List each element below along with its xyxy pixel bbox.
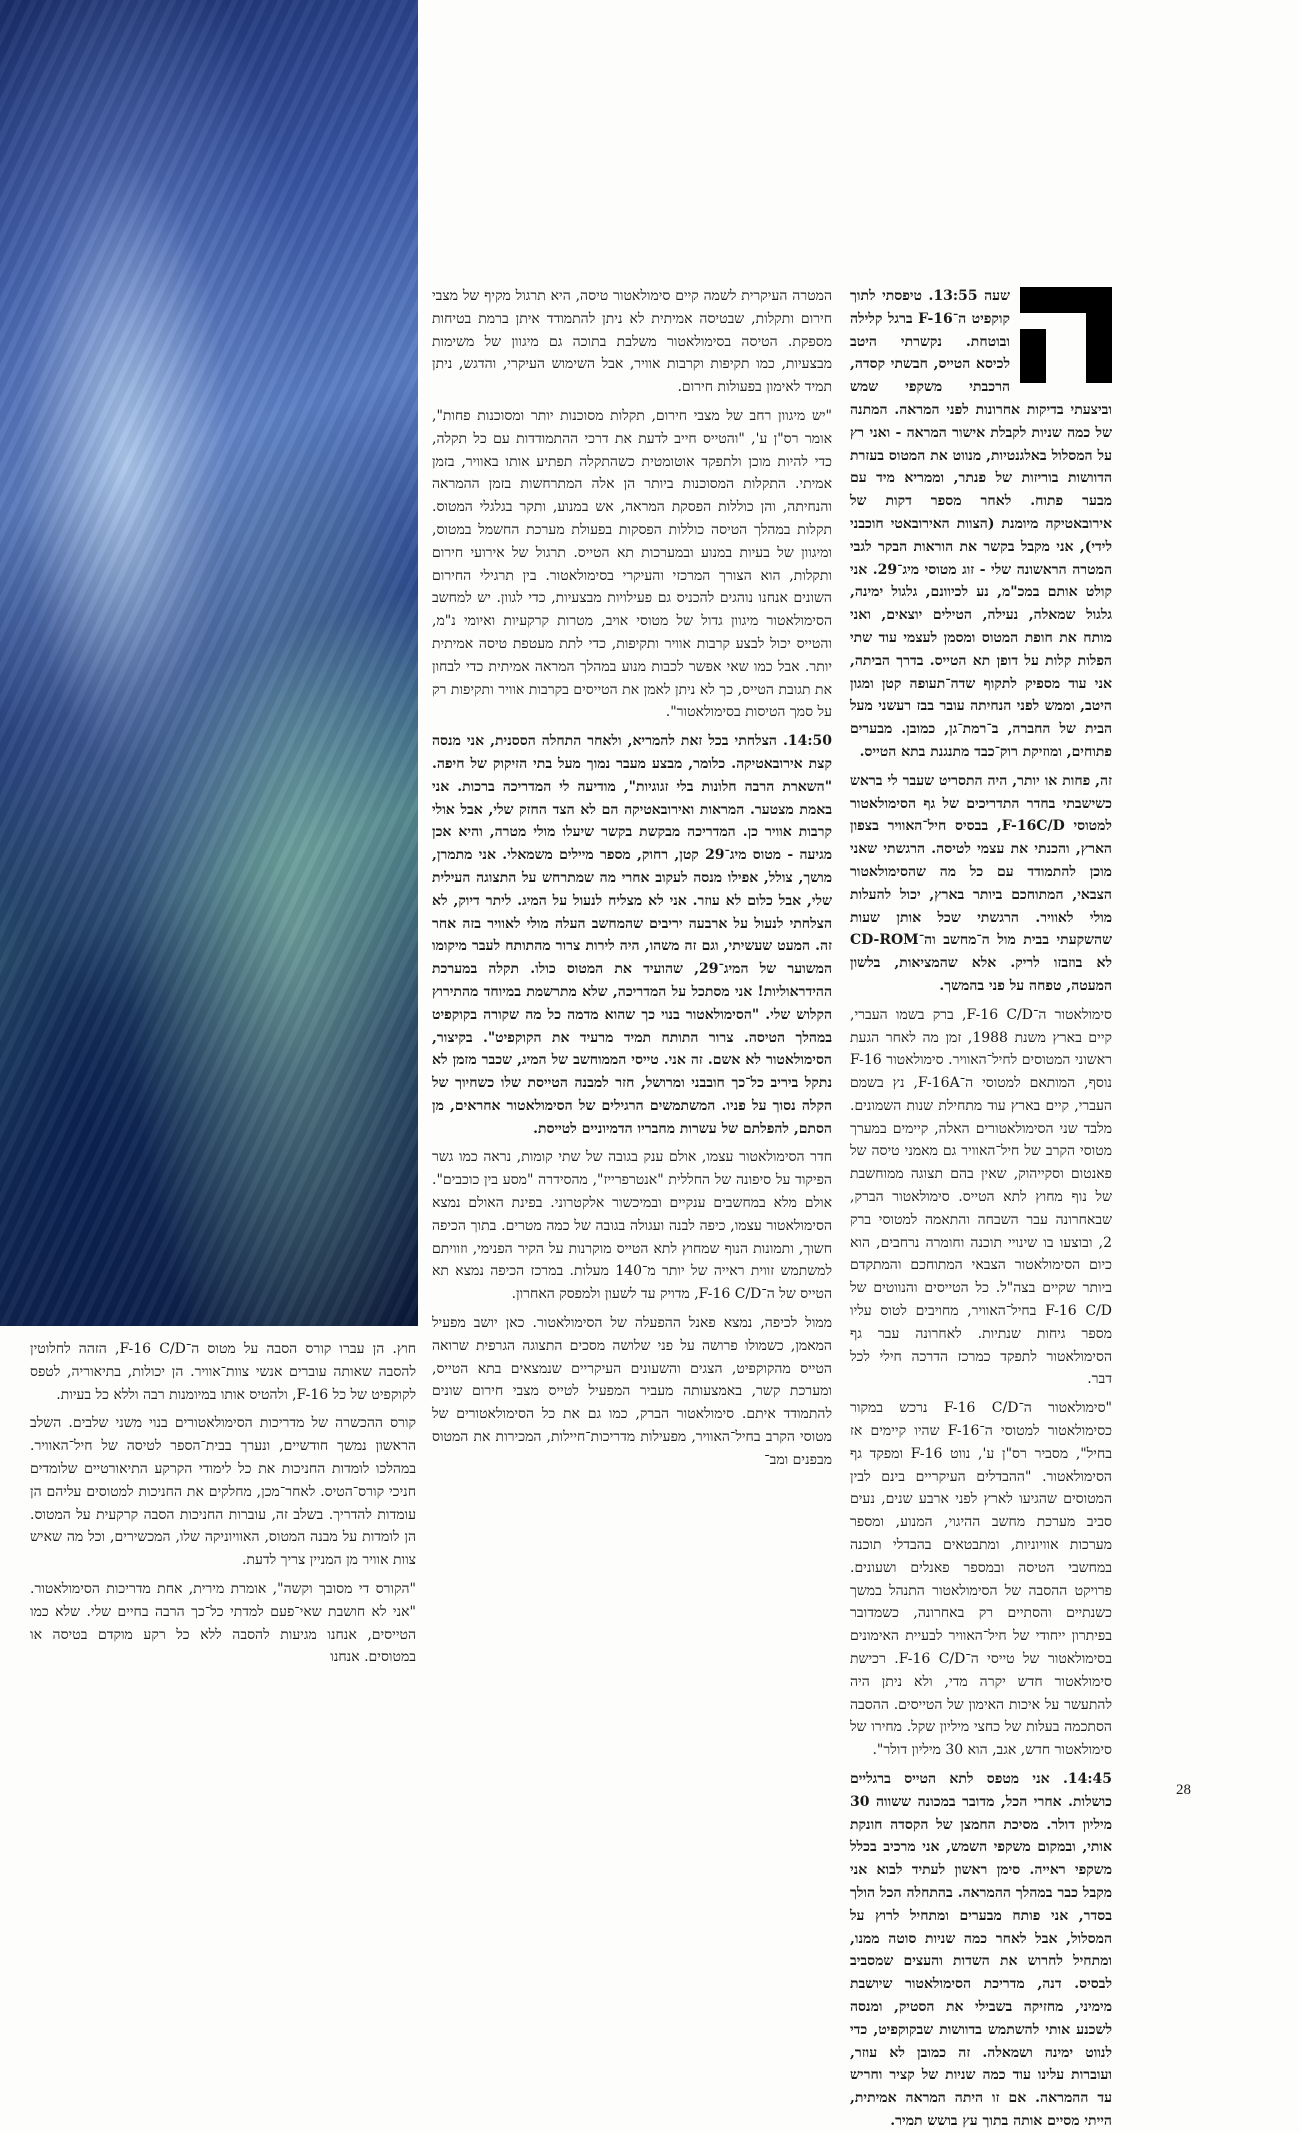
cockpit-simulator-photo	[0, 0, 418, 1326]
article-column-left	[30, 1338, 416, 1808]
paragraph: "סימולאטור ה־F-16 C/D נרכש במקור כסימולאטור למטוסי ה־F-16 שהיו קיימים אז בחיל", מסביר רס"ן ע', נווט F-16 ומפקד גף הסימולאטור. "ההבדלים העיקריים בינם לבין המטוסים שהגיעו לארץ לפני ארבע שנים, נעים סביב מערכת מחשב ההיגוי, המנוע, ומספר מערכות אוויוניות, ומתבטאים בהבדלי תוכנה במחשבי הטיסה ובמספר פאנלים ושעונים. פרויקט ההסבה של הסימולאטור התנהל במשך כשנתיים והסתיים רק באחרונה, כשמדובר בפיתרון ייחודי של חיל־האוויר לבעיית האימונים בסימולאטור של טייסי ה־F-16 C/D. רכישת סימולאטור חדש יקרה מדי, ולא ניתן היה להתעשר על איכות האימון של הטייסים. ההסבה הסתכמה בעלות של כחצי מיליון שקל. מחירו של סימולאטור חדש, אגב, הוא 30 מיליון דולר".	[850, 1400, 1112, 1759]
paragraph: ממול לכיפה, נמצא פאנל ההפעלה של הסימולאטור. כאן יושב מפעיל המאמן, כשמולו פרושה על פני שלושה מסכים התצוגה הגרפית שרואה הטייס מהקוקפיט, הצגים והשעונים העיקריים שנמצאים בתא הטייס, ומערכת קשר, באמצעותה מעביר המפעיל לטייס מצבי חירום שונים להתמודד איתם. סימולאטור הברק, כמו גם את כל הסימולאטורים של מטוסי הקרב בחיל־האוויר, מפעילות מדריכות־חיילות, המכירות את המטוס מבפנים ומב־	[432, 1315, 832, 1468]
article-column-middle	[432, 285, 832, 1805]
page-number: 28	[1176, 1782, 1191, 1798]
paragraph: 14:45. אני מטפס לתא הטייס ברגליים כושלות. אחרי הכל, מדובר במכונה ששווה 30 מיליון דולר. מסיכת החמצן של הקסדה חונקת אותי, ובמקום משקפי השמש, אני מרכיב בכלל משקפי ראייה. סימן ראשון לעתיד לבוא אני מקבל כבר במהלך ההמראה. בהתחלה הכל הולך בסדר, אני פותח מבערים ומתחיל לרוץ על המסלול, אבל לאחר כמה שניות סוטה ממנו, ומתחיל לחרוש את השדות והעצים שמסביב לבסיס. דנה, מדריכת הסימולאטור שיושבת מימיני, מחזיקה בשבילי את הסטיק, ומנסה לשכנע אותי להשתמש בדוושות שבקוקפיט, כדי לנווט ימינה ושמאלה. זה כמובן לא עוזר, ועוברות עלינו עוד כמה שניות של קציר וחריש עד ההמראה. אם זו היתה המראה אמיתית, הייתי מסיים אותה בתוך עץ בושש תמיר.	[850, 1771, 1112, 2129]
paragraph: סימולאטור ה־F-16 C/D, ברק בשמו העברי, קיים בארץ משנת 1988, זמן מה לאחר הגעת ראשוני המטוסים לחיל־האוויר. סימולאטור F-16 נוסף, המותאם למטוסי ה־F-16A, נץ בשמם העברי, קיים בארץ עוד מתחילת שנות השמונים. מלבד שני הסימולאטורים האלה, קיימים במערך מטוסי הקרב של חיל־האוויר גם מאמני טיסה של פאנטום וסקייהוק, שאין בהם תצוגה ממוחשבת של נוף מחוץ לתא הטייס. סימולאטור הברק, שבאחרונה עבר השבחה והתאמה למטוסי ברק 2, ובוצעו בו שינויי תוכנה וחומרה נרחבים, הוא כיום הסימולאטור הצבאי המתוחכם והמתקדם ביותר שקיים בצה"ל. כל הטייסים והנווטים של F-16 C/D בחיל־האוויר, מחויבים לטוס עליו מספר גיחות שנתיות. לאחרונה עבר גף הסימולאטור לתפקד כמרכז הדרכה חילי לכל דבר.	[850, 1006, 1113, 1388]
drop-cap-letter	[1020, 287, 1112, 383]
paragraph: חדר הסימולאטור עצמו, אולם ענק בגובה של שתי קומות, נראה כמו גשר הפיקוד על סיפונה של החללית "אנטרפרייז", מהסידרה "מסע בין כוכבים". אולם מלא במחשבים ענקיים ובמיכשור אלקטרוני. בפינת האולם נמצא הסימולאטור עצמו, כיפה לבנה ועגולה בגובה של כמה מטרים. בתוך הכיפה חשוך, ותמונות הנוף שמחוץ לתא הטייס מוקרנות על הקיר הפנימי, וזוויתם למשתמש זווית ראייה של יותר מ־140 מעלות. במרכז הכיפה נמצא תא הטייס של ה־F-16 C/D, מדויק עד לשעון ולמפסק האחרון.	[432, 1149, 833, 1303]
paragraph: קורס ההכשרה של מדריכות הסימולאטורים בנוי משני שלבים. השלב הראשון נמשך חודשיים, ונערך בבית־הספר לטיסה של חיל־האוויר. במהלכו לומדות החניכות את כל לימודי הקרקע התיאורטיים שלומדים חניכי קורס־הטיס. לאחר־מכן, מחלקים את החניכות למטוסים עליהם הן עומדות להדריך. בשלב זה, עוברות החניכות הסבה קרקעית על המטוס. הן לומדות על מבנה המטוס, האוויוניקה שלו, המכשירים, וכל מה שאיש צוות אוויר מן המניין צריך לדעת.	[30, 1415, 416, 1569]
paragraph: המטרה העיקרית לשמה קיים סימולאטור טיסה, היא תרגול מקיף של מצבי חירום ותקלות, שבטיסה אמיתית לא ניתן להתמודד איתן ברמת בטיחות מספקת. הטיסה בסימולאטור משלבת בתוכה גם מיגוון של משימות מבצעיות, כמו תקיפות וקרבות אוויר, אבל השימוש העיקרי, והדגש, ניתן תמיד לאימון בפעולות חירום.	[432, 288, 832, 396]
paragraph: חוץ. הן עברו קורס הסבה על מטוס ה־F-16 C/D, הזהה לחלוטין להסבה שאותה עוברים אנשי צוות־אוויר. הן יכולות, בתיאוריה, לטפס לקוקפיט של כל F-16, ולהטיס אותו במיומנות רבה וללא כל בעיות.	[30, 1341, 417, 1403]
paragraph: 14:50. הצלחתי בכל זאת להמריא, ולאחר התחלה הססנית, אני מנסה קצת אירובאטיקה. כלומר, מבצע מעבר נמוך מעל בתי הזיקוק של חיפה. "השארת הרבה חלונות בלי זגוגיות", מודיעה לי המדריכה ברכות. אני באמת מצטער. המראות ואירובאטיקה הם לא הצד החזק שלי, אבל אולי קרבות אוויר כן. המדריכה מבקשת בקשר שיעלו מולי מטרה, והיא אכן מגיעה - מטוס מיג־29 קטן, רחוק, מספר מיילים משמאלי. אני מתמרן, מושך, צולל, אפילו מנסה לעקוב אחרי מה שמתרחש על התצוגה העילית שלי, אבל כלום לא עוזר. אני לא מצליח לנעול על המיג. ליתר דיוק, לא הצלחתי לנעול על ארבעה יריבים שהמחשב העלה מולי לאוויר בזה אחר זה. המעט שעשיתי, וגם זה משהו, היה לירות צרור מהתותח לעבר מיקומו המשוער של המיג־29, שהועיד את המטוס כולו. תקלה במערכת ההידראוליות! אני מסתכל על המדריכה, שלא מתרשמת במיוחד מהתירוץ הקלוש שלי. "הסימולאטור בנוי כך שהוא מדמה כל מה שקורה בקוקפיט במהלך הטיסה. צרור התותח תמיד מרעיד את הקוקפיט". בקיצור, הסימולאטור לא אשם. זה אני. טייסי הממוחשב של המיג, שכבר מזמן לא נתקל ביריב כל־כך חובבני ומרושל, חזר למבנה הטייסת שלו כשחיוך של הקלה נסוך על פניו. המשתמשים הרגילים של הסימולאטור אחראים, מן הסתם, להפלתם של עשרות מחבריו הדמיוניים לטייסת.	[432, 733, 833, 1137]
article-column-right	[850, 285, 1113, 2129]
paragraph: שעה 13:55. טיפסתי לתוך קוקפיט ה־F-16 ברגל קלילה ובוטחת. נקשרתי היטב לכיסא הטייס, חבשתי קסדה, הרכבתי משקפי שמש וביצעתי בדיקות אחרונות לפני המראה. המתנה של כמה שניות לקבלת אישור המראה - ואני רץ על המסלול באלגנטיות, מנווט את המטוס בעזרת הדוושות בוריזות של פנתר, וממריא מיד עם מבער פתוח. לאחר מספר דקות של אירובאטיקה מיומנת (הצוות האירובאטי חוכבני לידי), אני מקבל בקשר את הוראות הבקר לגבי המטרה הראשונה שלי - זוג מטוסי מיג־29. אני קולט אותם במכ"מ, נע לכיוונם, גלגול ימינה, גלגול שמאלה, נעילה, הטילים יוצאים, ואני מותח את חופת המטוס ומסמן לעצמי עוד שתי הפלות קלות על דופן תא הטייס. בדרך הביתה, אני עוד מספיק לתקוף שדה־תעופה קטן ומגון היטב, וממש לפני הנחיתה עובר בבז רעשני מעל הבית של החברה, ב־רמת־גן, כמובן. מבערים פתוחים, ומוזיקת רוק־כבד מתנגנת בתא הטייס.	[850, 288, 1112, 760]
paragraph: "יש מיגוון רחב של מצבי חירום, תקלות מסוכנות יותר ומסוכנות פחות", אומר רס"ן ע', "והטייס חייב לדעת את דרכי ההתמודדות עם כל תקלה, כדי להיות מוכן ולתפקד אוטומטית כשהתקלה תפתיע אותו באוויר, בזמן אמיתי. התקלות המסוכנות ביותר הן אלה המתרחשות בזמן ההמראה והנחיתה, והן כוללות הפסקת המראה, אש במנוע, ותקר בגלגלי המטוס. תקלות במהלך הטיסה כוללות הפסקות בפעולת מערכת החשמל במטוס, ומיגוון של בעיות במנוע ובמערכות תא הטייס. תרגול של אירועי חירום ותקלות, הוא הצורך המרכזי והעיקרי בסימולאטור. בין תרגילי החירום השונים אנחנו נוהגים להכניס גם פעילויות מבצעיות, כדי לגוון. יש למחשב הסימולאטור מיגוון גדול של מטוסי אויב, מטרות קרקעיות ואיומי נ"מ, והטייס יכול לבצע קרבות אוויר ותקיפות, כדי לתת מעטפת טיסה אמיתית יותר. אבל כמו שאי אפשר לכבות מנוע במהלך המראה אמיתית כדי לבחון את תגובת הטייס, כך לא ניתן לאמן את הטייסים בקרבות אוויר ותקיפות רק על סמך הטיסות בסימולאטור".	[432, 407, 832, 721]
paragraph: "הקורס די מסובך וקשה", אומרת מירית, אחת מדריכות הסימולאטור. "אני לא חושבת שאי־פעם למדתי כל־כך הרבה בחיים שלי. שלא כמו הטייסים, אנחנו מגיעות להסבה ללא כל רקע מוקדם בטיסה או במטוסים. אנחנו	[30, 1580, 416, 1666]
paragraph: זה, פחות או יותר, היה התסריט שעבר לי בראש כשישבתי בחדר התדריכים של גף הסימולאטור למטוסי F-16C/D, בבסיס חיל־האוויר בצפון הארץ, והכנתי את עצמי לטיסה. הרגשתי שאני מוכן להתמודד עם כל מה שהסימולאטור הצבאי, המתוחכם ביותר בארץ, יכול להעלות מולי לאוויר. הרגשתי שכל אותן שעות שהשקעתי בבית מול ה־מחשב וה־CD-ROM לא בוזבזו לריק. אלא שהמציאות, בלשון המעטה, טפחה על פני בהמשך.	[850, 772, 1112, 994]
